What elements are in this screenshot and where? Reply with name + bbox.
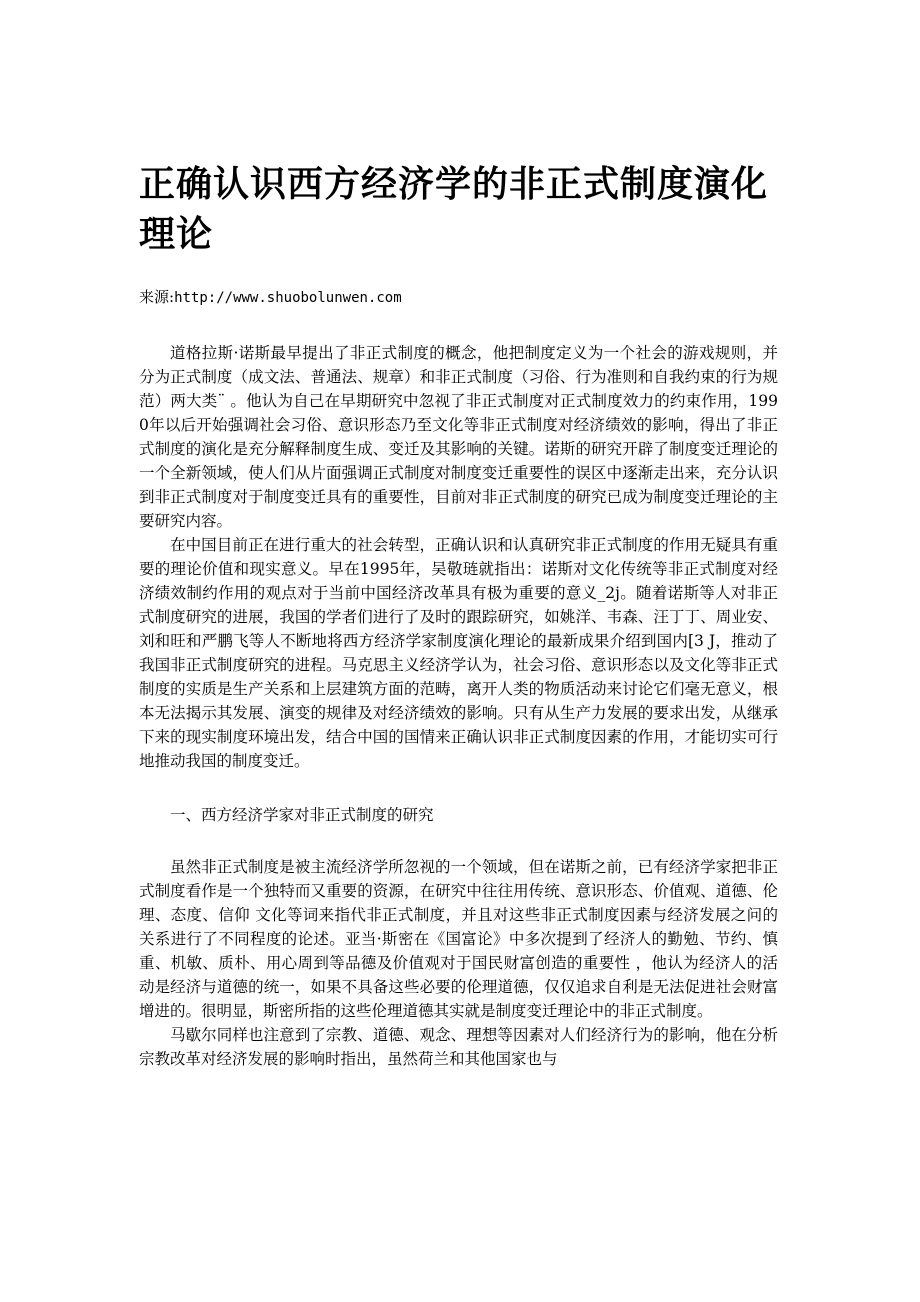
section-heading: 一、西方经济学家对非正式制度的研究 [170, 806, 434, 824]
document-body [139, 341, 778, 1071]
paragraph-section-2: 马歇尔同样也注意到了宗教、道德、观念、理想等因素对人们经济行为的影响，他在分析宗教改革对经济发展的影响时指出，虽然荷兰和其他国家也与 [139, 1026, 778, 1068]
document-title: 正确认识西方经济学的非正式制度演化理论 [139, 164, 769, 255]
source-line [139, 286, 778, 309]
paragraph-intro: 道格拉斯·诺斯最早提出了非正式制度的概念，他把制度定义为一个社会的游戏规则，并分为正式制度（成文法、普通法、规章）和非正式制度（习俗、行为准则和自我约束的行为规范）两大类¨ 。他认为自己在早期研究中忽视了非正式制度对正式制度效力的约束作用，1990年以后开始强调社会习俗、意识形态乃至文化等非正式制度对经济绩效的影响，得出了非正式制度的演化是充分解释制度生成、变迁及其影响的关键。诺斯的研究开辟了制度变迁理论的一个全新领域，使人们从片面强调正式制度对制度变迁重要性的误区中逐渐走出来，充分认识到非正式制度对于制度变迁具有的重要性，目前对非正式制度的研究已成为制度变迁理论的主要研究内容。 [139, 344, 778, 530]
paragraph-china-context: 在中国目前正在进行重大的社会转型，正确认识和认真研究非正式制度的作用无疑具有重要的理论价值和现实意义。早在1995年，吴敬琏就指出：诺斯对文化传统等非正式制度对经济绩效制约作用的观点对于当前中国经济改革具有极为重要的意义_2j。随着诺斯等人对非正式制度研究的进展，我国的学者们进行了及时的跟踪研究，如姚洋、韦森、汪丁丁、周业安、刘和旺和严鹏飞等人不断地将西方经济学家制度演化理论的最新成果介绍到国内[3 J，推动了我国非正式制度研究的进程。马克思主义经济学认为，社会习俗、意识形态以及文化等非正式制度的实质是生产关系和上层建筑方面的范畴，离开人类的物质活动来讨论它们毫无意义，根本无法揭示其发展、演变的规律及对经济绩效的影响。只有从生产力发展的要求出发，从继承下来的现实制度环境出发，结合中国的国情来正确认识非正式制度因素的作用，才能切实可行地推动我国的制度变迁。 [139, 536, 778, 770]
source-url: http://www.shuobolunwen.com [174, 290, 402, 306]
source-label: 来源: [139, 288, 175, 306]
paragraph-section-1: 虽然非正式制度是被主流经济学所忽视的一个领域，但在诺斯之前，已有经济学家把非正式制度看作是一个独特而又重要的资源，在研究中往往用传统、意识形态、价值观、道德、伦理、态度、信仰 文化等词来指代非正式制度，并且对这些非正式制度因素与经济发展之问的关系进行了不同程度的论述。亚当·斯密在《国富论》中多次提到了经济人的勤勉、节约、慎重、机敏、质朴、用心周到等品德及价值观对于国民财富创造的重要性 ，他认为经济人的活动是经济与道德的统一，如果不具备这些必要的伦理道德，仅仅追求自利是无法促进社会财富增进的。很明显，斯密所指的这些伦理道德其实就是制度变迁理论中的非正式制度。 [139, 858, 778, 1020]
